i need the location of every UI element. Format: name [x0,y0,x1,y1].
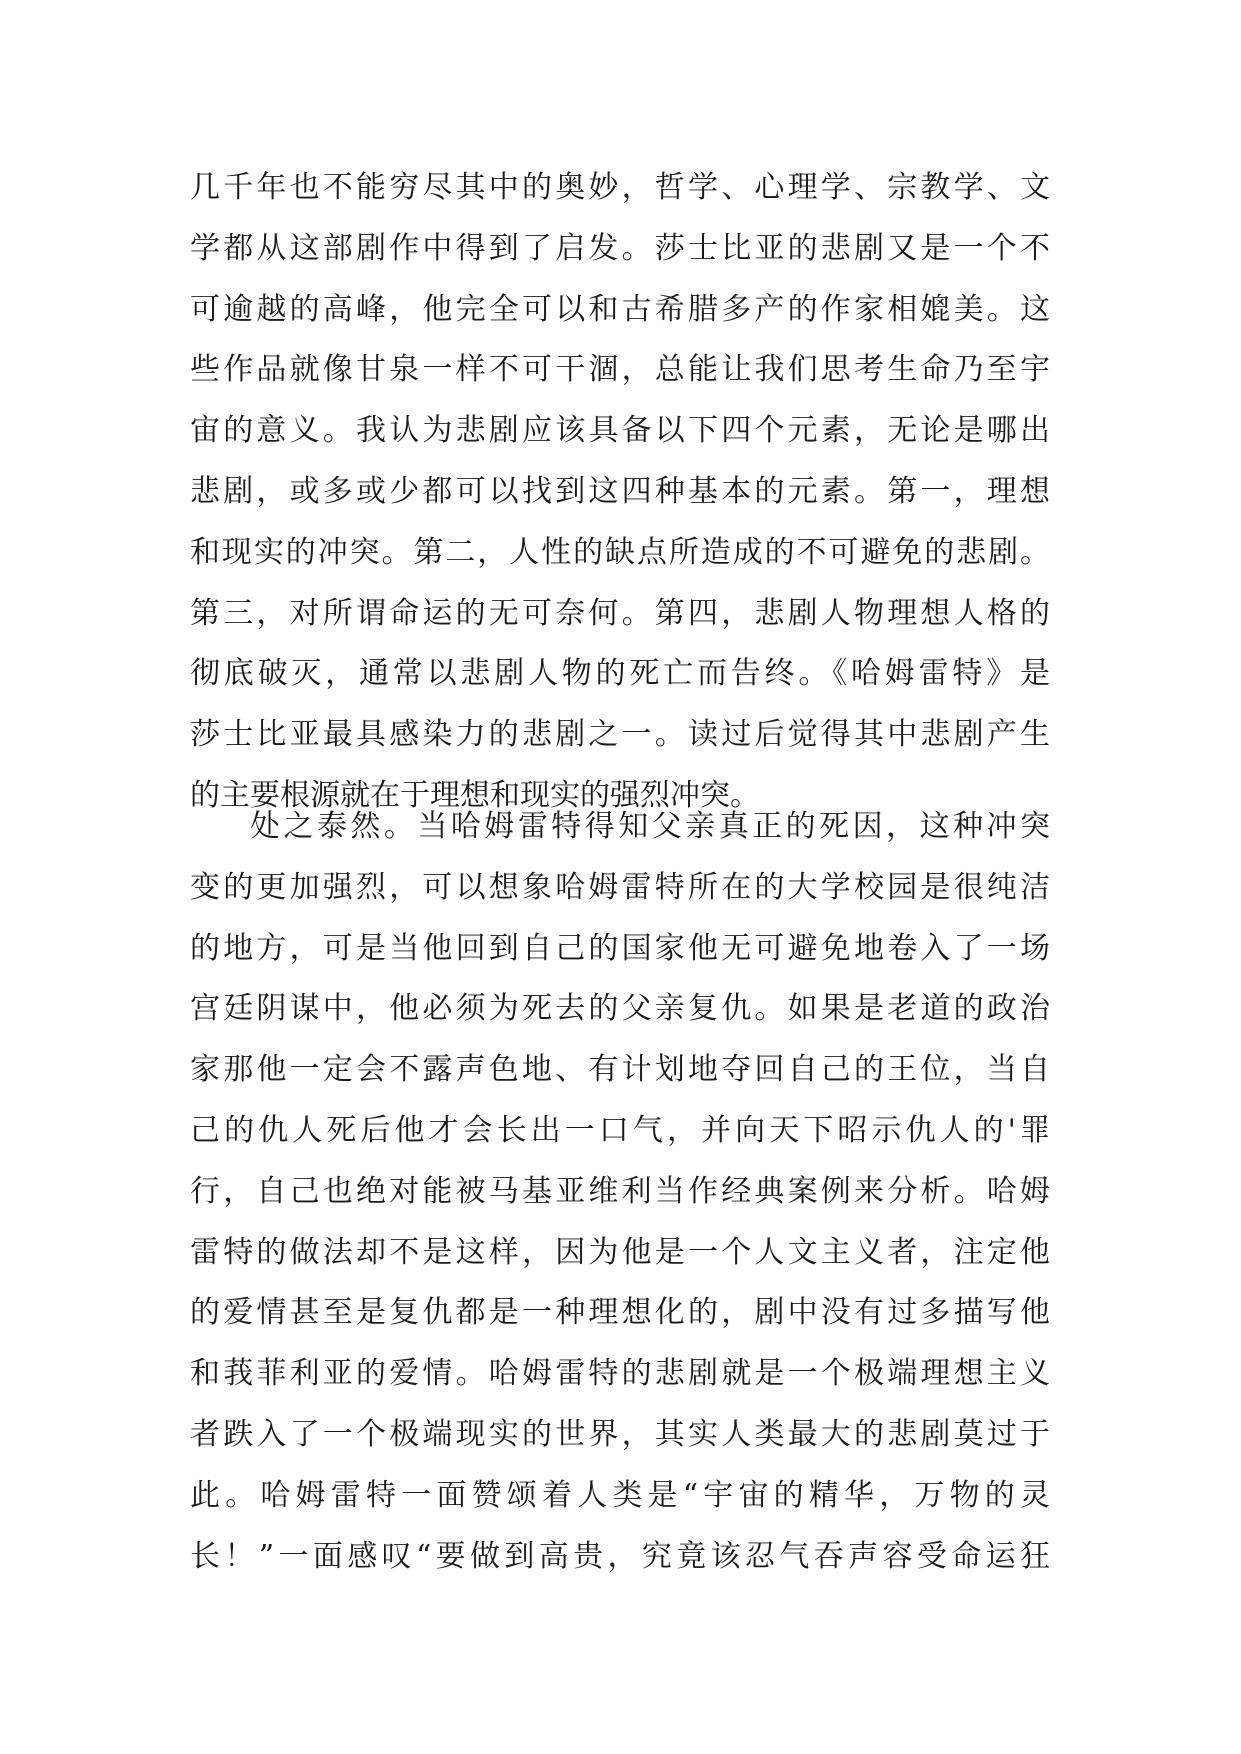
text-line: 些作品就像甘泉一样不可干涸，总能让我们思考生命乃至宇 [190,352,1050,388]
text-line: 行，自己也绝对能被马基亚维利当作经典案例来分析。哈姆 [190,1173,1050,1209]
text-line: 和现实的冲突。第二，人性的缺点所造成的不可避免的悲剧。 [190,534,1050,570]
text-line: 可逾越的高峰，他完全可以和古希腊多产的作家相媲美。这 [190,291,1050,327]
text-line: 学都从这部剧作中得到了启发。莎士比亚的悲剧又是一个不 [190,230,1050,266]
text-line: 此。哈姆雷特一面赞颂着人类是“宇宙的精华，万物的灵 [190,1477,1050,1513]
text-line: 者跌入了一个极端现实的世界，其实人类最大的悲剧莫过于 [190,1416,1050,1452]
text-line: 变的更加强烈，可以想象哈姆雷特所在的大学校园是很纯洁 [190,869,1050,905]
text-line: 的地方，可是当他回到自己的国家他无可避免地卷入了一场 [190,930,1050,966]
text-line: 和莪菲利亚的爱情。哈姆雷特的悲剧就是一个极端理想主义 [190,1356,1050,1392]
text-line: 长！”一面感叹“要做到高贵，究竟该忍气吞声容受命运狂 [190,1538,1050,1574]
text-line: 宫廷阴谋中，他必须为死去的父亲复仇。如果是老道的政治 [190,991,1050,1027]
paragraph-1 [190,158,1050,827]
text-line: 处之泰然。当哈姆雷特得知父亲真正的死因，这种冲突 [250,809,1050,844]
text-line: 第三，对所谓命运的无可奈何。第四，悲剧人物理想人格的 [190,595,1050,631]
text-line: 宙的意义。我认为悲剧应该具备以下四个元素，无论是哪出 [190,413,1050,449]
text-line: 的主要根源就在于理想和现实的强烈冲突。 [190,777,760,813]
text-line: 莎士比亚最具感染力的悲剧之一。读过后觉得其中悲剧产生 [190,717,1050,753]
paragraph-2 [190,797,1050,1587]
text-line: 彻底破灭，通常以悲剧人物的死亡而告终。《哈姆雷特》是 [190,656,1050,692]
text-line: 悲剧，或多或少都可以找到这四种基本的元素。第一，理想 [190,473,1050,509]
text-line: 的爱情甚至是复仇都是一种理想化的，剧中没有过多描写他 [190,1295,1050,1331]
text-line: 家那他一定会不露声色地、有计划地夺回自己的王位，当自 [190,1052,1050,1088]
text-line: 几千年也不能穷尽其中的奥妙，哲学、心理学、宗教学、文 [190,170,1050,205]
text-line: 雷特的做法却不是这样，因为他是一个人文主义者，注定他 [190,1234,1050,1270]
text-line: 己的仇人死后他才会长出一口气，并向天下昭示仇人的'罪 [190,1112,1050,1148]
